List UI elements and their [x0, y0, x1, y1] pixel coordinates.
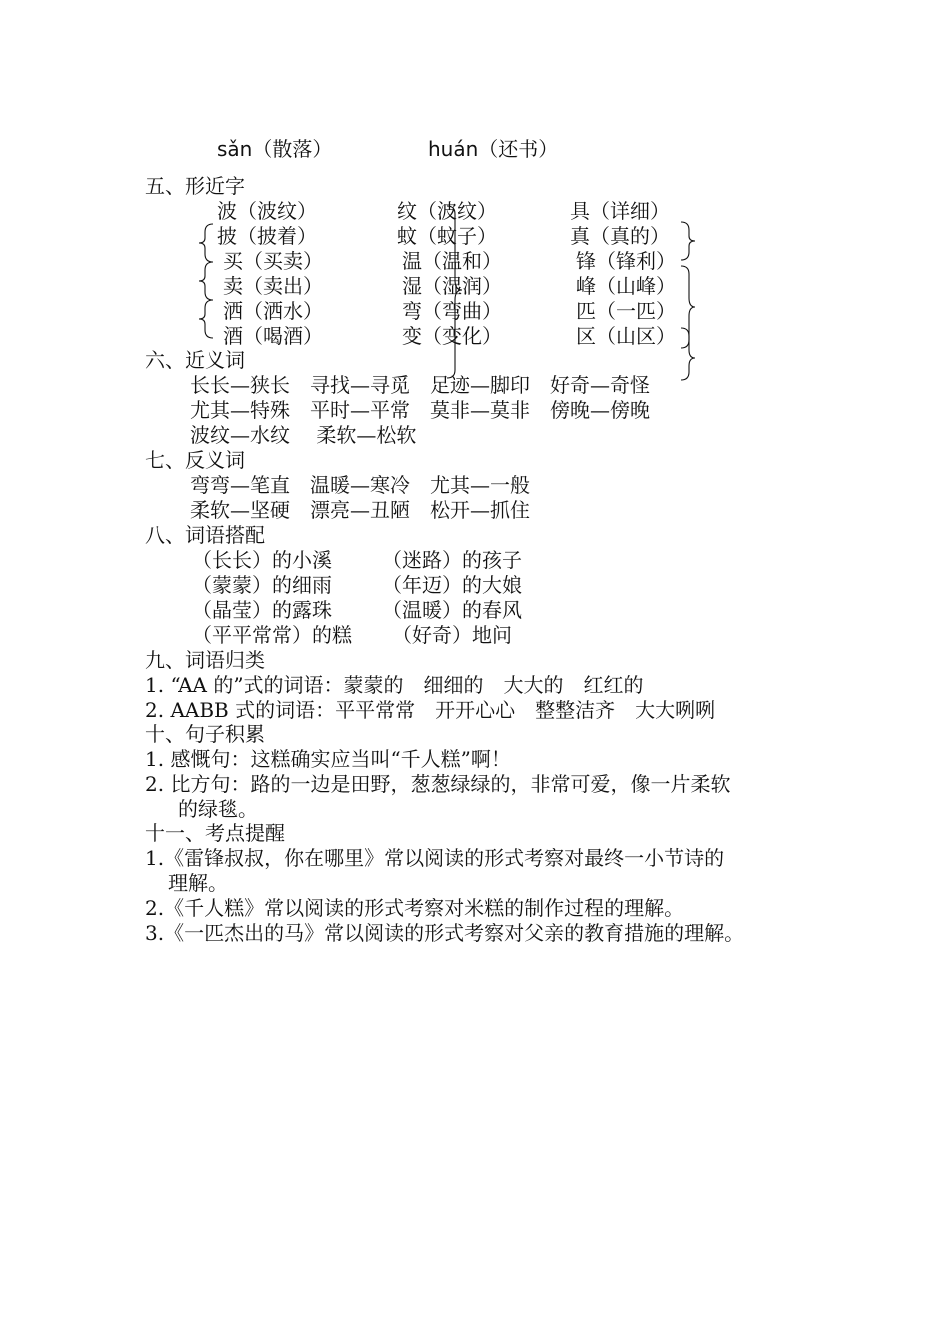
- synonym-line: 长长—狭长 寻找—寻觅 足迹—脚印 好奇—奇怪: [190, 373, 650, 397]
- word-huan: （还书）: [478, 137, 559, 161]
- right-brace: [681, 266, 695, 348]
- classification-line: 1. “AA 的”式的词语：蒙蒙的 细细的 大大的 红红的: [145, 673, 644, 697]
- right-brace: [681, 328, 695, 380]
- collocation-item: （长长）的小溪: [192, 548, 332, 572]
- section9-heading: 九、词语归类: [145, 648, 265, 672]
- similar-char-item: 匹（一匹）: [576, 299, 676, 323]
- antonym-line: 弯弯—笔直 温暖—寒冷 尤其—一般: [190, 473, 530, 497]
- similar-char-item: 卖（卖出）: [223, 274, 323, 298]
- similar-char-item: 具（详细）: [570, 199, 670, 223]
- exam-tip-line: 1.《雷锋叔叔，你在哪里》常以阅读的形式考察对最终一小节诗的: [145, 846, 725, 870]
- similar-char-item: 湿（湿润）: [402, 274, 502, 298]
- synonym-line: 波纹—水纹 柔软—松软: [190, 423, 417, 447]
- collocation-item: （蒙蒙）的细雨: [192, 573, 332, 597]
- section8-heading: 八、词语搭配: [145, 523, 265, 547]
- similar-char-item: 洒（洒水）: [223, 299, 323, 323]
- similar-char-item: 买（买卖）: [223, 249, 323, 273]
- collocation-item: （温暖）的春风: [382, 598, 522, 622]
- similar-char-item: 区（山区）: [576, 324, 676, 348]
- similar-char-item: 披（披着）: [217, 224, 317, 248]
- similar-char-item: 蚊（蚊子）: [397, 224, 497, 248]
- similar-char-item: 温（温和）: [402, 249, 502, 273]
- left-brace: [199, 262, 213, 300]
- pinyin-entry-huan: [428, 137, 558, 162]
- collocation-item: （迷路）的孩子: [382, 548, 522, 572]
- similar-char-item: 酒（喝酒）: [223, 324, 323, 348]
- pinyin-huan: huán: [428, 137, 479, 161]
- pinyin-san: sǎn: [217, 137, 253, 161]
- left-brace: [199, 300, 213, 338]
- similar-char-item: 纹（波纹）: [397, 199, 497, 223]
- sentence-line: 2. 比方句：路的一边是田野，葱葱绿绿的，非常可爱，像一片柔软: [145, 772, 731, 796]
- exam-tip-line: 2.《千人糕》常以阅读的形式考察对米糕的制作过程的理解。: [145, 896, 685, 920]
- similar-char-item: 波（波纹）: [217, 199, 317, 223]
- pinyin-entry-san: [217, 137, 332, 162]
- similar-char-item: 真（真的）: [570, 224, 670, 248]
- similar-char-item: 变（变化）: [402, 324, 502, 348]
- exam-tip-line-cont: 理解。: [168, 871, 228, 895]
- section7-heading: 七、反义词: [145, 448, 245, 472]
- similar-char-item: 弯（弯曲）: [402, 299, 502, 323]
- section11-heading: 十一、考点提醒: [145, 821, 285, 845]
- sentence-line-cont: 的绿毯。: [178, 797, 258, 821]
- similar-char-item: 峰（山峰）: [576, 274, 676, 298]
- right-brace: [681, 222, 695, 260]
- exam-tip-line: 3.《一匹杰出的马》常以阅读的形式考察对父亲的教育措施的理解。: [145, 921, 745, 945]
- collocation-item: （晶莹）的露珠: [192, 598, 332, 622]
- section6-heading: 六、近义词: [145, 348, 245, 372]
- left-brace: [199, 224, 213, 262]
- collocation-item: （好奇）地问: [392, 623, 512, 647]
- word-san: （散落）: [252, 137, 333, 161]
- classification-line: 2. AABB 式的词语：平平常常 开开心心 整整洁齐 大大咧咧: [145, 698, 716, 722]
- similar-char-item: 锋（锋利）: [576, 249, 676, 273]
- synonym-line: 尤其—特殊 平时—平常 莫非—莫非 傍晚—傍晚: [190, 398, 650, 422]
- collocation-item: （年迈）的大娘: [382, 573, 522, 597]
- antonym-line: 柔软—坚硬 漂亮—丑陋 松开—抓住: [190, 498, 530, 522]
- section10-heading: 十、句子积累: [145, 722, 265, 746]
- section5-heading: 五、形近字: [145, 174, 245, 198]
- collocation-item: （平平常常）的糕: [192, 623, 352, 647]
- sentence-line: 1. 感慨句：这糕确实应当叫“千人糕”啊！: [145, 747, 511, 771]
